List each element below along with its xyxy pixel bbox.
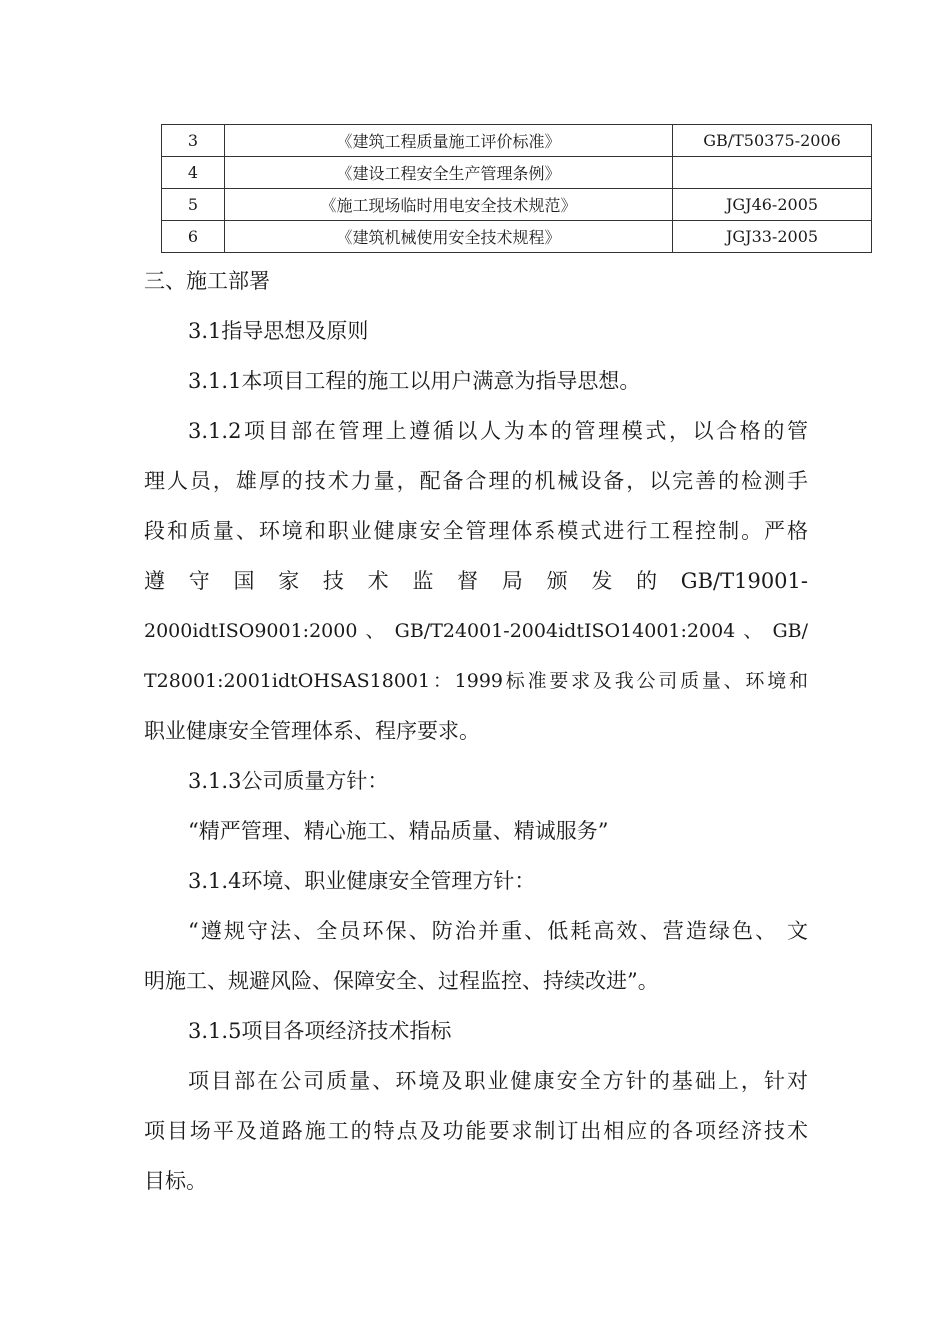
heading-3-1-3: 3.1.3公司质量方针：: [188, 769, 389, 793]
paragraph-3-1-2-line: 遵 守 国 家 技 术 监 督 局 颁 发 的 GB/T19001-: [144, 569, 808, 593]
paragraph-3-1-5-line: 项目场平及道路施工的特点及功能要求制订出相应的各项经济技术: [144, 1119, 808, 1143]
paragraph-3-1-2-line: T28001:2001idtOHSAS18001：1999标准要求及我公司质量、环境和: [144, 670, 808, 692]
standard-name: 《建设工程安全生产管理条例》: [225, 157, 673, 189]
quality-policy: “精严管理、精心施工、精品质量、精诚服务”: [188, 819, 609, 843]
row-number: 6: [162, 221, 225, 253]
paragraph-3-1-5-line: 目标。: [144, 1169, 207, 1193]
table-row: [162, 157, 872, 189]
standard-name: 《建筑工程质量施工评价标准》: [225, 125, 673, 157]
standard-name: 《建筑机械使用安全技术规程》: [225, 221, 673, 253]
section-title: 三、施工部署: [144, 269, 270, 293]
paragraph-3-1-2-line: 理人员，雄厚的技术力量，配备合理的机械设备，以完善的检测手: [144, 469, 808, 493]
standards-table: [161, 124, 872, 253]
standard-code: JGJ33-2005: [673, 221, 872, 253]
table-row: [162, 125, 872, 157]
heading-3-1: 3.1指导思想及原则: [188, 319, 369, 343]
paragraph-3-1-2-line: 3.1.2项目部在管理上遵循以人为本的管理模式，以合格的管: [188, 419, 808, 443]
standard-name: 《施工现场临时用电安全技术规范》: [225, 189, 673, 221]
row-number: 4: [162, 157, 225, 189]
paragraph-3-1-5-line: 项目部在公司质量、环境及职业健康安全方针的基础上，针对: [188, 1069, 808, 1093]
standard-code: JGJ46-2005: [673, 189, 872, 221]
ehs-policy-line: “遵规守法、全员环保、防治并重、低耗高效、营造绿色、 文: [188, 919, 808, 943]
paragraph-3-1-1: 3.1.1本项目工程的施工以用户满意为指导思想。: [188, 369, 641, 393]
row-number: 5: [162, 189, 225, 221]
standard-code: [673, 157, 872, 189]
table-row: [162, 189, 872, 221]
heading-3-1-5: 3.1.5项目各项经济技术指标: [188, 1019, 452, 1043]
heading-3-1-4: 3.1.4环境、职业健康安全管理方针：: [188, 869, 536, 893]
table-row: [162, 221, 872, 253]
standard-code: GB/T50375-2006: [673, 125, 872, 157]
paragraph-3-1-2-line: 2000idtISO9001:2000 、 GB/T24001-2004idtISO14001:2004 、 GB/: [144, 620, 808, 642]
paragraph-3-1-2-line: 段和质量、环境和职业健康安全管理体系模式进行工程控制。严格: [144, 519, 808, 543]
row-number: 3: [162, 125, 225, 157]
ehs-policy-line: 明施工、规避风险、保障安全、过程监控、持续改进”。: [144, 969, 659, 993]
paragraph-3-1-2-line: 职业健康安全管理体系、程序要求。: [144, 719, 480, 743]
